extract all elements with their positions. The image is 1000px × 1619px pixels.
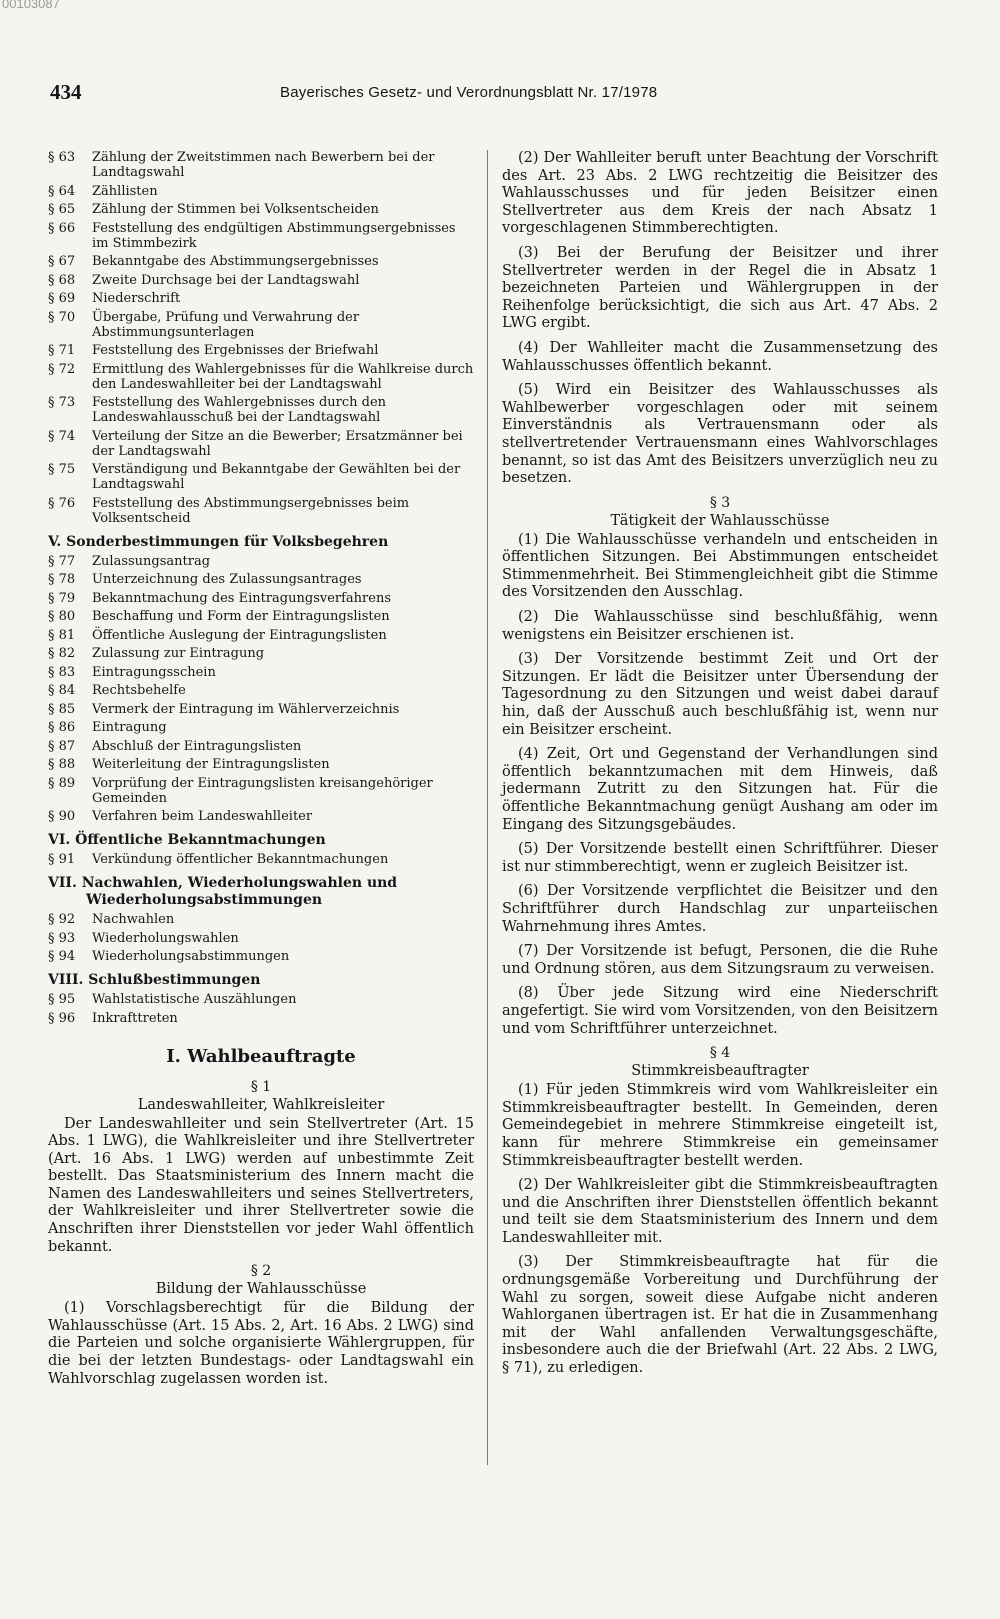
toc-row — [48, 912, 474, 927]
toc-paragraph-title: Eintragungsschein — [92, 664, 216, 680]
toc-paragraph-title: Feststellung des endgültigen Abstimmungsergebnisses im Stimmbezirk — [92, 220, 456, 251]
toc-row — [48, 462, 474, 492]
body-paragraph: (2) Die Wahlausschüsse sind beschlußfähig, wenn wenigstens ein Beisitzer erschienen ist. — [502, 609, 938, 643]
toc-paragraph-title: Feststellung des Wahlergebnisses durch den Landeswahlausschuß bei der Landtagswahl — [92, 395, 387, 425]
toc-row — [48, 254, 474, 269]
toc-row — [48, 646, 474, 661]
toc-paragraph-number: § 79 — [48, 590, 76, 606]
toc-paragraph-number: § 75 — [48, 462, 76, 477]
toc-paragraph-title: Nachwahlen — [92, 912, 175, 927]
toc-paragraph-number: § 77 — [48, 553, 76, 569]
toc-paragraph-title: Wiederholungsabstimmungen — [92, 949, 290, 964]
toc-paragraph-number: § 83 — [48, 664, 76, 680]
toc-paragraph-number: § 67 — [48, 254, 76, 269]
toc-paragraph-title: Zähllisten — [92, 183, 158, 199]
paragraph-heading: Stimmkreisbeauftragter — [631, 1063, 809, 1080]
body-paragraph: (2) Der Wahlleiter beruft unter Beachtung der Vorschrift des Art. 23 Abs. 2 LWG rechtzeitig die Beisitzer des Wahlausschusses und für jeden Beisitzer einen Stellvertreter aus dem Kreis der nach Absatz 1 vorgeschlagenen Stimmberechtigten. — [502, 150, 938, 237]
toc-paragraph-title: Verständigung und Bekanntgabe der Gewählten bei der Landtagswahl — [92, 462, 461, 492]
paragraph-symbol: § 2 — [250, 1263, 272, 1280]
toc-row — [48, 150, 474, 180]
toc-paragraph-title: Zweite Durchsage bei der Landtagswahl — [92, 272, 360, 288]
toc-paragraph-number: § 78 — [48, 572, 76, 587]
toc-paragraph-number: § 80 — [48, 609, 76, 624]
column-divider — [487, 150, 488, 1465]
toc-paragraph-title: Beschaffung und Form der Eintragungslisten — [92, 609, 390, 624]
toc-paragraph-number: § 92 — [48, 912, 76, 927]
toc-row — [48, 184, 474, 199]
toc-paragraph-number: § 96 — [48, 1010, 76, 1026]
toc-paragraph-title: Zählung der Stimmen bei Volksentscheiden — [92, 202, 379, 217]
toc-row — [48, 665, 474, 680]
toc-row — [48, 720, 474, 735]
toc-paragraph-number: § 72 — [48, 361, 76, 377]
running-title: Bayerisches Gesetz- und Verordnungsblatt Nr. 17/1978 — [280, 84, 658, 101]
toc-paragraph-number: § 95 — [48, 992, 76, 1007]
toc-paragraph-number: § 66 — [48, 220, 76, 236]
page-number: 434 — [50, 80, 82, 104]
paragraph-heading: Landeswahlleiter, Wahlkreisleiter — [137, 1096, 385, 1113]
toc-row — [48, 931, 474, 946]
body-paragraph: (5) Der Vorsitzende bestellt einen Schriftführer. Dieser ist nur stimmberechtigt, wenn er zugleich Beisitzer ist. — [502, 841, 938, 875]
body-paragraph: Der Landeswahlleiter und sein Stellvertreter (Art. 15 Abs. 1 LWG), die Wahlkreisleiter und ihre Stellvertreter (Art. 16 Abs. 1 LWG) werden auf unbestimmte Zeit bestellt. Das Staatsministerium des Innern macht die Namen des Landeswahlleiters und seines Stellvertreters, der Wahlkreisleiter und ihrer Stellvertreter sowie die Anschriften ihrer Dienststellen vor jeder Wahl öffentlich bekannt. — [48, 1115, 474, 1255]
toc-paragraph-number: § 88 — [48, 757, 76, 772]
toc-paragraph-title: Feststellung des Abstimmungsergebnisses beim Volksentscheid — [92, 495, 410, 526]
toc-section-heading: VIII. Schlußbestimmungen — [48, 972, 261, 988]
toc-paragraph-number: § 68 — [48, 272, 76, 288]
toc-row — [48, 809, 474, 824]
right-column — [502, 150, 938, 1385]
chapter-title: I. Wahlbeauftragte — [166, 1045, 356, 1067]
toc-paragraph-number: § 70 — [48, 309, 76, 325]
toc-paragraph-title: Bekanntgabe des Abstimmungsergebnisses — [92, 254, 379, 269]
toc-paragraph-number: § 90 — [48, 809, 76, 824]
toc-paragraph-title: Ermittlung des Wahlergebnisses für die Wahlkreise durch den Landeswahlleiter bei der Landtagswahl — [92, 361, 474, 392]
page-header — [50, 80, 940, 110]
toc-paragraph-title: Übergabe, Prüfung und Verwahrung der Abstimmungsunterlagen — [92, 309, 360, 340]
toc-paragraph-title: Weiterleitung der Eintragungslisten — [92, 757, 330, 772]
toc-section-heading: VI. Öffentliche Bekanntmachungen — [48, 832, 326, 848]
toc-paragraph-number: § 73 — [48, 395, 76, 410]
paragraph-heading: Tätigkeit der Wahlausschüsse — [610, 512, 830, 529]
toc-paragraph-title: Abschluß der Eintragungslisten — [92, 738, 302, 754]
body-paragraph: (1) Vorschlagsberechtigt für die Bildung der Wahlausschüsse (Art. 15 Abs. 2, Art. 16 Abs. 2 LWG) sind die Parteien und solche organisierte Wählergruppen, für die bei der letzten Bundestags- oder Landtagswahl ein Wahlvorschlag zugelassen worden ist. — [48, 1300, 474, 1387]
toc-paragraph-number: § 94 — [48, 949, 76, 964]
paragraph-symbol: § 1 — [250, 1078, 272, 1095]
toc-paragraph-number: § 63 — [48, 150, 76, 165]
toc-paragraph-title: Feststellung des Ergebnisses der Briefwahl — [92, 343, 379, 358]
toc-row — [48, 628, 474, 643]
toc-row — [48, 572, 474, 587]
body-paragraph: (3) Der Vorsitzende bestimmt Zeit und Ort der Sitzungen. Er lädt die Beisitzer unter Übersendung der Tagesordnung zu den Sitzungen und weist dabei darauf hin, daß der Ausschuß auch beschlußfähig ist, wenn nur ein Beisitzer erscheint. — [502, 651, 938, 738]
toc-row — [48, 343, 474, 358]
toc-row — [48, 992, 474, 1007]
body-paragraph: (1) Die Wahlausschüsse verhandeln und entscheiden in öffentlichen Sitzungen. Bei Abstimmungen entscheidet Stimmenmehrheit. Bei Stimmengleichheit gibt die Stimme des Vorsitzenden den Ausschlag. — [502, 531, 938, 601]
toc-paragraph-number: § 87 — [48, 738, 76, 754]
scan-id: 00103087 — [2, 0, 60, 11]
table-of-contents — [48, 150, 474, 1026]
paragraph-heading: Bildung der Wahlausschüsse — [155, 1281, 367, 1298]
toc-row — [48, 362, 474, 392]
toc-row — [48, 852, 474, 867]
toc-paragraph-number: § 69 — [48, 291, 76, 306]
toc-paragraph-title: Öffentliche Auslegung der Eintragungslisten — [92, 627, 387, 643]
toc-paragraph-title: Bekanntmachung des Eintragungsverfahrens — [92, 590, 391, 606]
toc-row — [48, 202, 474, 217]
toc-row — [48, 949, 474, 964]
toc-paragraph-title: Inkrafttreten — [92, 1010, 178, 1026]
toc-row — [48, 310, 474, 340]
body-paragraph: (6) Der Vorsitzende verpflichtet die Beisitzer und den Schriftführer durch Handschlag zur unparteiischen Wahrnehmung ihres Amtes. — [502, 883, 938, 935]
toc-row — [48, 291, 474, 306]
toc-section-heading: V. Sonderbestimmungen für Volksbegehren — [48, 533, 389, 550]
toc-paragraph-title: Verfahren beim Landeswahlleiter — [92, 809, 313, 824]
toc-paragraph-number: § 81 — [48, 627, 76, 643]
toc-paragraph-title: Rechtsbehelfe — [92, 683, 186, 698]
toc-paragraph-title: Wahlstatistische Auszählungen — [92, 992, 297, 1007]
toc-paragraph-title: Wiederholungswahlen — [92, 930, 239, 946]
body-paragraph: (7) Der Vorsitzende ist befugt, Personen, die die Ruhe und Ordnung stören, aus dem Sitzungsraum zu verweisen. — [502, 943, 938, 977]
toc-row — [48, 776, 474, 806]
toc-row — [48, 757, 474, 772]
toc-paragraph-title: Vermerk der Eintragung im Wählerverzeichnis — [92, 701, 400, 717]
left-column — [48, 150, 474, 1395]
body-paragraph: (2) Der Wahlkreisleiter gibt die Stimmkreisbeauftragten und die Anschriften ihrer Dienststellen öffentlich bekannt und teilt sie dem Staatsministerium des Innern und dem Landeswahlleiter mit. — [502, 1177, 938, 1246]
toc-row — [48, 609, 474, 624]
toc-row — [48, 395, 474, 425]
toc-paragraph-title: Unterzeichnung des Zulassungsantrages — [92, 572, 362, 587]
toc-paragraph-title: Verkündung öffentlicher Bekanntmachungen — [92, 852, 389, 867]
toc-section-heading: VII. Nachwahlen, Wiederholungswahlen und Wiederholungsabstimmungen — [48, 875, 398, 908]
paragraph-symbol: § 4 — [709, 1045, 731, 1062]
toc-row — [48, 273, 474, 288]
toc-paragraph-title: Zulassungsantrag — [92, 553, 211, 569]
body-paragraph: (3) Der Stimmkreisbeauftragte hat für die ordnungsgemäße Vorbereitung und Durchführung der Wahl zu sorgen, soweit diese Aufgabe nicht anderen Wahlorganen übertragen ist. Er hat die in Zusammenhang mit der Wahl anfallenden Verwaltungsgeschäfte, insbesondere auch die der Briefwahl (Art. 22 Abs. 2 LWG, § 71), zu erledigen. — [502, 1254, 938, 1377]
toc-row — [48, 496, 474, 526]
toc-row — [48, 1011, 474, 1026]
toc-paragraph-number: § 76 — [48, 495, 76, 511]
toc-row — [48, 591, 474, 606]
toc-paragraph-number: § 65 — [48, 202, 76, 217]
body-paragraph: (1) Für jeden Stimmkreis wird vom Wahlkreisleiter ein Stimmkreisbeauftragter bestellt. In Gemeinden, deren Gemeindegebiet in mehrere Stimmkreise eingeteilt ist, kann für mehrere Stimmkreise ein gemeinsamer Stimmkreisbeauftragter bestellt werden. — [502, 1082, 938, 1169]
toc-paragraph-title: Zulassung zur Eintragung — [92, 646, 265, 661]
toc-paragraph-number: § 85 — [48, 701, 76, 717]
toc-row — [48, 683, 474, 698]
toc-paragraph-number: § 82 — [48, 646, 76, 661]
toc-paragraph-number: § 86 — [48, 720, 76, 735]
toc-paragraph-number: § 84 — [48, 683, 76, 698]
toc-row — [48, 554, 474, 569]
toc-row — [48, 429, 474, 459]
toc-row — [48, 739, 474, 754]
right-body — [502, 150, 938, 1378]
body-paragraph: (3) Bei der Berufung der Beisitzer und ihrer Stellvertreter werden in der Regel die in Absatz 1 bezeichneten Parteien und Wählergruppen in der Reihenfolge berücksichtigt, die sich aus Art. 47 Abs. 2 LWG ergibt. — [502, 244, 938, 332]
left-body — [48, 1046, 474, 1389]
toc-paragraph-title: Vorprüfung der Eintragungslisten kreisangehöriger Gemeinden — [92, 775, 433, 806]
toc-paragraph-title: Eintragung — [92, 720, 167, 735]
toc-paragraph-number: § 74 — [48, 428, 76, 444]
body-paragraph: (4) Zeit, Ort und Gegenstand der Verhandlungen sind öffentlich bekanntzumachen mit dem Hinweis, daß jedermann Zutritt zu den Sitzungen hat. Für die öffentliche Bekanntmachung genügt Aushang am oder im Eingang des Sitzungsgebäudes. — [502, 746, 938, 833]
toc-paragraph-number: § 93 — [48, 930, 76, 946]
body-paragraph: (8) Über jede Sitzung wird eine Niederschrift angefertigt. Sie wird vom Vorsitzenden, von den Beisitzern und vom Schriftführer unterzeichnet. — [502, 985, 938, 1037]
toc-paragraph-number: § 91 — [48, 852, 76, 867]
body-paragraph: (4) Der Wahlleiter macht die Zusammensetzung des Wahlausschusses öffentlich bekannt. — [502, 339, 938, 374]
paragraph-symbol: § 3 — [709, 494, 731, 511]
body-paragraph: (5) Wird ein Beisitzer des Wahlausschusses als Wahlbewerber vorgeschlagen oder mit seinem Einverständnis als Vertrauensmann oder als stellvertretender Vertrauensmann eines Wahlvorschlages benannt, so ist das Amt des Beisitzers unverzüglich neu zu besetzen. — [502, 382, 938, 487]
toc-paragraph-title: Verteilung der Sitze an die Bewerber; Ersatzmänner bei der Landtagswahl — [92, 428, 463, 459]
toc-row — [48, 221, 474, 251]
toc-row — [48, 702, 474, 717]
toc-paragraph-title: Niederschrift — [92, 291, 181, 306]
toc-paragraph-number: § 71 — [48, 343, 76, 358]
toc-paragraph-title: Zählung der Zweitstimmen nach Bewerbern bei der Landtagswahl — [92, 150, 435, 180]
toc-paragraph-number: § 89 — [48, 775, 76, 791]
toc-paragraph-number: § 64 — [48, 183, 76, 199]
